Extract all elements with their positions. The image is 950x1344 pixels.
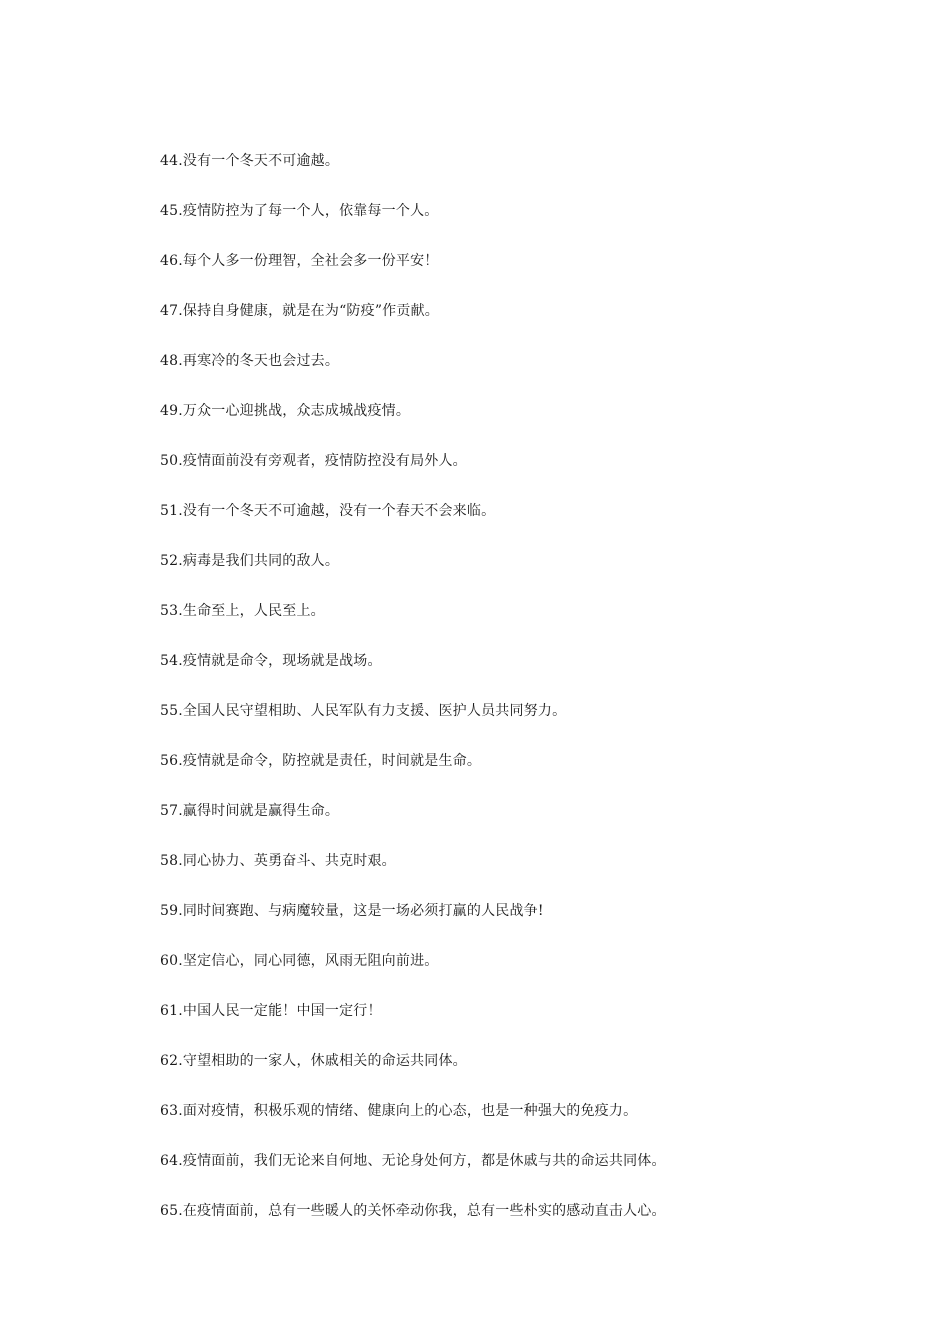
- list-item: 52.病毒是我们共同的敌人。: [160, 553, 340, 569]
- list-item: 45.疫情防控为了每一个人，依靠每一个人。: [160, 203, 439, 219]
- slogan-list: [160, 151, 900, 1251]
- list-item: 54.疫情就是命令，现场就是战场。: [160, 653, 382, 669]
- list-item: 49.万众一心迎挑战，众志成城战疫情。: [160, 403, 411, 419]
- list-item: 61.中国人民一定能！中国一定行！: [160, 1003, 382, 1019]
- list-item: 48.再寒冷的冬天也会过去。: [160, 353, 340, 369]
- list-item: 53.生命至上，人民至上。: [160, 603, 325, 619]
- list-item: 58.同心协力、英勇奋斗、共克时艰。: [160, 853, 396, 869]
- list-item: 64.疫情面前，我们无论来自何地、无论身处何方，都是休戚与共的命运共同体。: [160, 1153, 666, 1169]
- list-item: 57.赢得时间就是赢得生命。: [160, 803, 340, 819]
- list-item: 44.没有一个冬天不可逾越。: [160, 153, 340, 169]
- list-item: 55.全国人民守望相助、人民军队有力支援、医护人员共同努力。: [160, 703, 567, 719]
- list-item: 63.面对疫情，积极乐观的情绪、健康向上的心态，也是一种强大的免疫力。: [160, 1103, 638, 1119]
- list-item: 60.坚定信心，同心同德，风雨无阻向前进。: [160, 953, 439, 969]
- list-item: 59.同时间赛跑、与病魔较量，这是一场必须打赢的人民战争!: [160, 903, 544, 919]
- list-item: 62.守望相助的一家人，休戚相关的命运共同体。: [160, 1053, 467, 1069]
- list-item: 51.没有一个冬天不可逾越，没有一个春天不会来临。: [160, 503, 496, 519]
- list-item: 65.在疫情面前，总有一些暖人的关怀牵动你我，总有一些朴实的感动直击人心。: [160, 1203, 666, 1219]
- list-item: 50.疫情面前没有旁观者，疫情防控没有局外人。: [160, 453, 467, 469]
- list-item: 47.保持自身健康，就是在为“防疫”作贡献。: [160, 303, 439, 319]
- list-item: 56.疫情就是命令，防控就是责任，时间就是生命。: [160, 753, 482, 769]
- list-item: 46.每个人多一份理智，全社会多一份平安！: [160, 253, 439, 269]
